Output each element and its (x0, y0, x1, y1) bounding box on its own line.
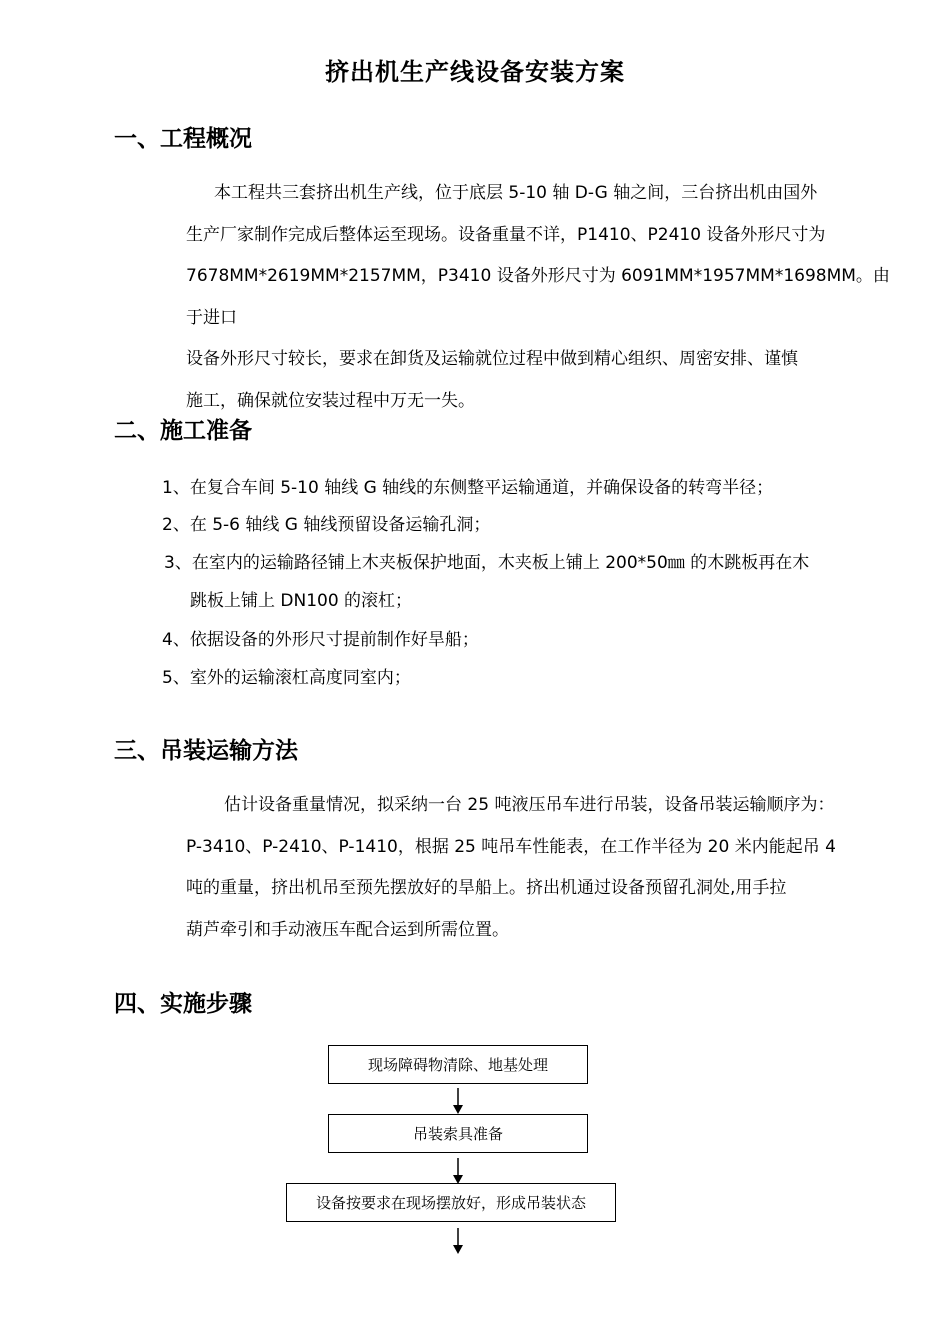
section-heading-preparation: 二、施工准备 (114, 418, 252, 444)
list-item-text: 3、在室内的运输路径铺上木夹板保护地面，木夹板上铺上 200*50㎜ 的木跳板再在木 (164, 553, 810, 573)
arrow-down-icon (452, 1158, 464, 1184)
overview-line: 生产厂家制作完成后整体运至现场。设备重量不详，P1410、P2410 设备外形尺寸为 (186, 224, 826, 245)
section-heading-steps: 四、实施步骤 (114, 991, 252, 1017)
overview-paragraph (186, 173, 906, 422)
list-item-text: 跳板上铺上 DN100 的滚杠； (190, 591, 413, 611)
list-item (162, 659, 411, 697)
list-item (162, 506, 490, 544)
method-line: 葫芦牵引和手动液压车配合运到所需位置。 (186, 919, 509, 940)
list-item-text: 1、在复合车间 5-10 轴线 G 轴线的东侧整平运输通道，并确保设备的转弯半径； (162, 478, 774, 498)
list-item (162, 621, 479, 659)
list-item-text: 5、室外的运输滚杠高度同室内； (162, 668, 411, 688)
list-item (164, 544, 894, 620)
method-line: 吨的重量，挤出机吊至预先摆放好的旱船上。挤出机通过设备预留孔洞处,用手拉 (186, 878, 787, 898)
section-heading-method: 三、吊装运输方法 (114, 738, 298, 764)
document-title: 挤出机生产线设备安装方案 (325, 58, 625, 86)
method-line: P-3410、P-2410、P-1410，根据 25 吨吊车性能表，在工作半径为 20 米内能起吊 4 (186, 836, 836, 857)
method-paragraph (186, 785, 906, 951)
overview-line: 7678MM*2619MM*2157MM，P3410 设备外形尺寸为 6091MM*1957MM*1698MM。由于进口 (186, 266, 890, 328)
flow-step-box: 吊装索具准备 (328, 1114, 588, 1153)
arrow-down-icon (452, 1228, 464, 1254)
method-line: 估计设备重量情况，拟采纳一台 25 吨液压吊车进行吊装，设备吊装运输顺序为： (224, 795, 835, 815)
flow-step-box: 现场障碍物清除、地基处理 (328, 1045, 588, 1084)
section-heading-overview: 一、工程概况 (114, 126, 252, 152)
overview-line: 本工程共三套挤出机生产线，位于底层 5-10 轴 D-G 轴之间，三台挤出机由国外 (214, 183, 818, 203)
overview-line: 施工，确保就位安装过程中万无一失。 (186, 390, 475, 411)
list-item-text: 4、依据设备的外形尺寸提前制作好旱船； (162, 630, 479, 650)
flow-step-box: 设备按要求在现场摆放好，形成吊装状态 (286, 1183, 616, 1222)
arrow-down-icon (452, 1088, 464, 1114)
list-item (162, 469, 773, 507)
list-item-text: 2、在 5-6 轴线 G 轴线预留设备运输孔洞； (162, 515, 491, 535)
overview-line: 设备外形尺寸较长，要求在卸货及运输就位过程中做到精心组织、周密安排、谨慎 (186, 349, 798, 369)
